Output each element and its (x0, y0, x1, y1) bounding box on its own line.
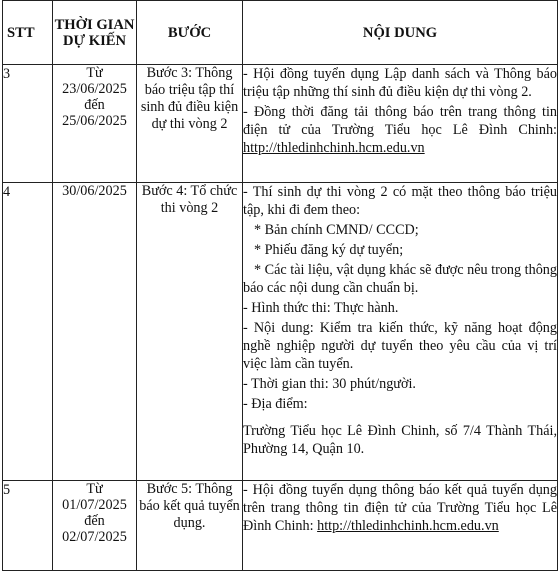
content-line: - Địa điểm: (243, 396, 308, 412)
content-line: - Nội dung: Kiểm tra kiến thức, kỹ năng hoạt động nghề nghiệp người dự tuyển theo yêu cầu của vị trí việc làm cần tuyển. (243, 320, 557, 372)
row-stt: 3 (3, 65, 53, 183)
content-line (243, 103, 557, 157)
content-line: - Hình thức thi: Thực hành. (243, 300, 399, 316)
header-stt: STT (3, 1, 53, 65)
website-link[interactable]: http://thledinhchinh.hcm.edu.vn (243, 140, 425, 156)
header-time: THỜI GIAN DỰ KIẾN (53, 1, 137, 65)
content-text: - Đồng thời đăng tải thông báo trên trang thông tin điện tử của Trường Tiểu học Lê Đình Chinh: (243, 104, 557, 138)
row-time: Từ 01/07/2025 đến 02/07/2025 (53, 481, 137, 571)
content-line: - Hội đồng tuyển dụng Lập danh sách và Thông báo triệu tập những thí sinh đủ điều kiện dự thi vòng 2. (243, 66, 557, 100)
table-row (3, 183, 558, 481)
row-stt: 5 (3, 481, 53, 571)
content-bullet: * Bản chính CMND/ CCCD; (254, 222, 419, 238)
row-content (243, 183, 558, 481)
website-link[interactable]: http://thledinhchinh.hcm.edu.vn (317, 518, 499, 534)
row-step: Bước 4: Tổ chức thi vòng 2 (137, 183, 243, 481)
content-text: - Hội đồng tuyển dụng thông báo kết quả tuyển dụng trên trang thông tin điện tử của Trường Tiểu học Lê Đình Chinh: (243, 482, 557, 534)
table-row (3, 65, 558, 183)
table-row (3, 481, 558, 571)
row-content (243, 65, 558, 183)
row-time: Từ 23/06/2025 đến 25/06/2025 (53, 65, 137, 183)
content-line: - Thí sinh dự thi vòng 2 có mặt theo thông báo triệu tập, khi đi đem theo: (243, 184, 557, 218)
spacer (243, 415, 557, 422)
content-line (243, 481, 557, 535)
schedule-table (2, 0, 558, 571)
row-stt: 4 (3, 183, 53, 481)
row-time: 30/06/2025 (53, 183, 137, 481)
row-step: Bước 5: Thông báo kết quả tuyển dụng. (137, 481, 243, 571)
content-bullet: * Phiếu đăng ký dự tuyển; (254, 242, 404, 258)
row-content (243, 481, 558, 571)
content-line: - Thời gian thi: 30 phút/người. (243, 376, 416, 392)
header-row (3, 1, 558, 65)
content-bullet: * Các tài liệu, vật dụng khác sẽ được nêu trong thông báo các nội dung cần chuẩn bị. (243, 262, 557, 296)
content-line: Trường Tiểu học Lê Đình Chinh, số 7/4 Thành Thái, Phường 14, Quận 10. (243, 423, 557, 457)
row-step: Bước 3: Thông báo triệu tập thí sinh đủ điều kiện dự thi vòng 2 (137, 65, 243, 183)
header-step: BƯỚC (137, 1, 243, 65)
header-content: NỘI DUNG (243, 1, 558, 65)
